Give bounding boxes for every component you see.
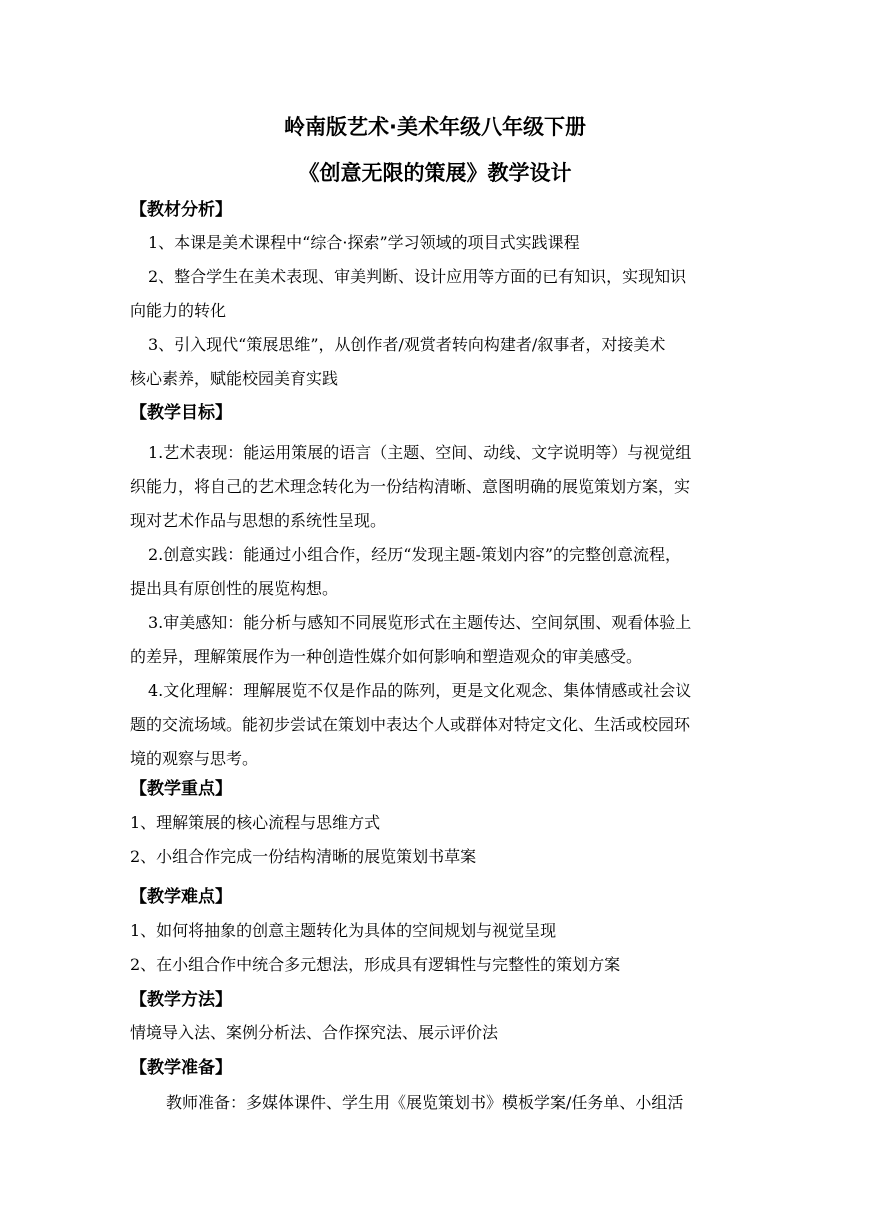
difficulties-line-1: 1、如何将抽象的创意主题转化为具体的空间规划与视觉呈现 — [130, 921, 557, 940]
material-line-2: 2、整合学生在美术表现、审美判断、设计应用等方面的已有知识，实现知识 — [148, 267, 687, 286]
material-line-5: 核心素养，赋能校园美育实践 — [130, 369, 339, 388]
goals-line-5: 提出具有原创性的展览构想。 — [130, 579, 339, 598]
goals-line-7: 的差异，理解策展作为一种创造性媒介如何影响和塑造观众的审美感受。 — [130, 647, 643, 666]
goals-line-3: 现对艺术作品与思想的系统性呈现。 — [130, 511, 387, 530]
goals-line-4: 2.创意实践：能通过小组合作，经历“发现主题-策划内容”的完整创意流程， — [148, 545, 682, 564]
goals-line-10: 境的观察与思考。 — [130, 749, 259, 768]
section-heading-difficulties: 【教学难点】 — [130, 887, 232, 907]
document-subtitle: 《创意无限的策展》教学设计 — [298, 161, 572, 185]
methods-line-1: 情境导入法、案例分析法、合作探究法、展示评价法 — [130, 1023, 499, 1042]
section-heading-methods: 【教学方法】 — [130, 990, 232, 1010]
document-title: 岭南版艺术·美术年级八年级下册 — [284, 115, 586, 139]
goals-line-2: 织能力，将自己的艺术理念转化为一份结构清晰、意图明确的展览策划方案，实 — [130, 477, 691, 496]
preparation-line-1: 教师准备：多媒体课件、学生用《展览策划书》模板学案/任务单、小组活 — [166, 1093, 684, 1112]
section-heading-material: 【教材分析】 — [130, 200, 232, 220]
section-heading-preparation: 【教学准备】 — [130, 1058, 232, 1078]
difficulties-line-2: 2、在小组合作中统合多元想法，形成具有逻辑性与完整性的策划方案 — [130, 955, 621, 974]
keypoints-line-2: 2、小组合作完成一份结构清晰的展览策划书草案 — [130, 847, 477, 866]
goals-line-1: 1.艺术表现：能运用策展的语言（主题、空间、动线、文字说明等）与视觉组 — [148, 443, 692, 462]
goals-line-6: 3.审美感知：能分析与感知不同展览形式在主题传达、空间氛围、观看体验上 — [148, 613, 692, 632]
goals-line-9: 题的交流场域。能初步尝试在策划中表达个人或群体对特定文化、生活或校园环 — [130, 715, 691, 734]
section-heading-keypoints: 【教学重点】 — [130, 779, 232, 799]
material-line-3: 向能力的转化 — [130, 301, 227, 320]
keypoints-line-1: 1、理解策展的核心流程与思维方式 — [130, 813, 381, 832]
material-line-4: 3、引入现代“策展思维”，从创作者/观赏者转向构建者/叙事者，对接美术 — [148, 335, 666, 354]
material-line-1: 1、本课是美术课程中“综合·探索”学习领域的项目式实践课程 — [148, 233, 580, 252]
goals-line-8: 4.文化理解：理解展览不仅是作品的陈列，更是文化观念、集体情感或社会议 — [148, 681, 692, 700]
section-heading-goals: 【教学目标】 — [130, 403, 232, 423]
